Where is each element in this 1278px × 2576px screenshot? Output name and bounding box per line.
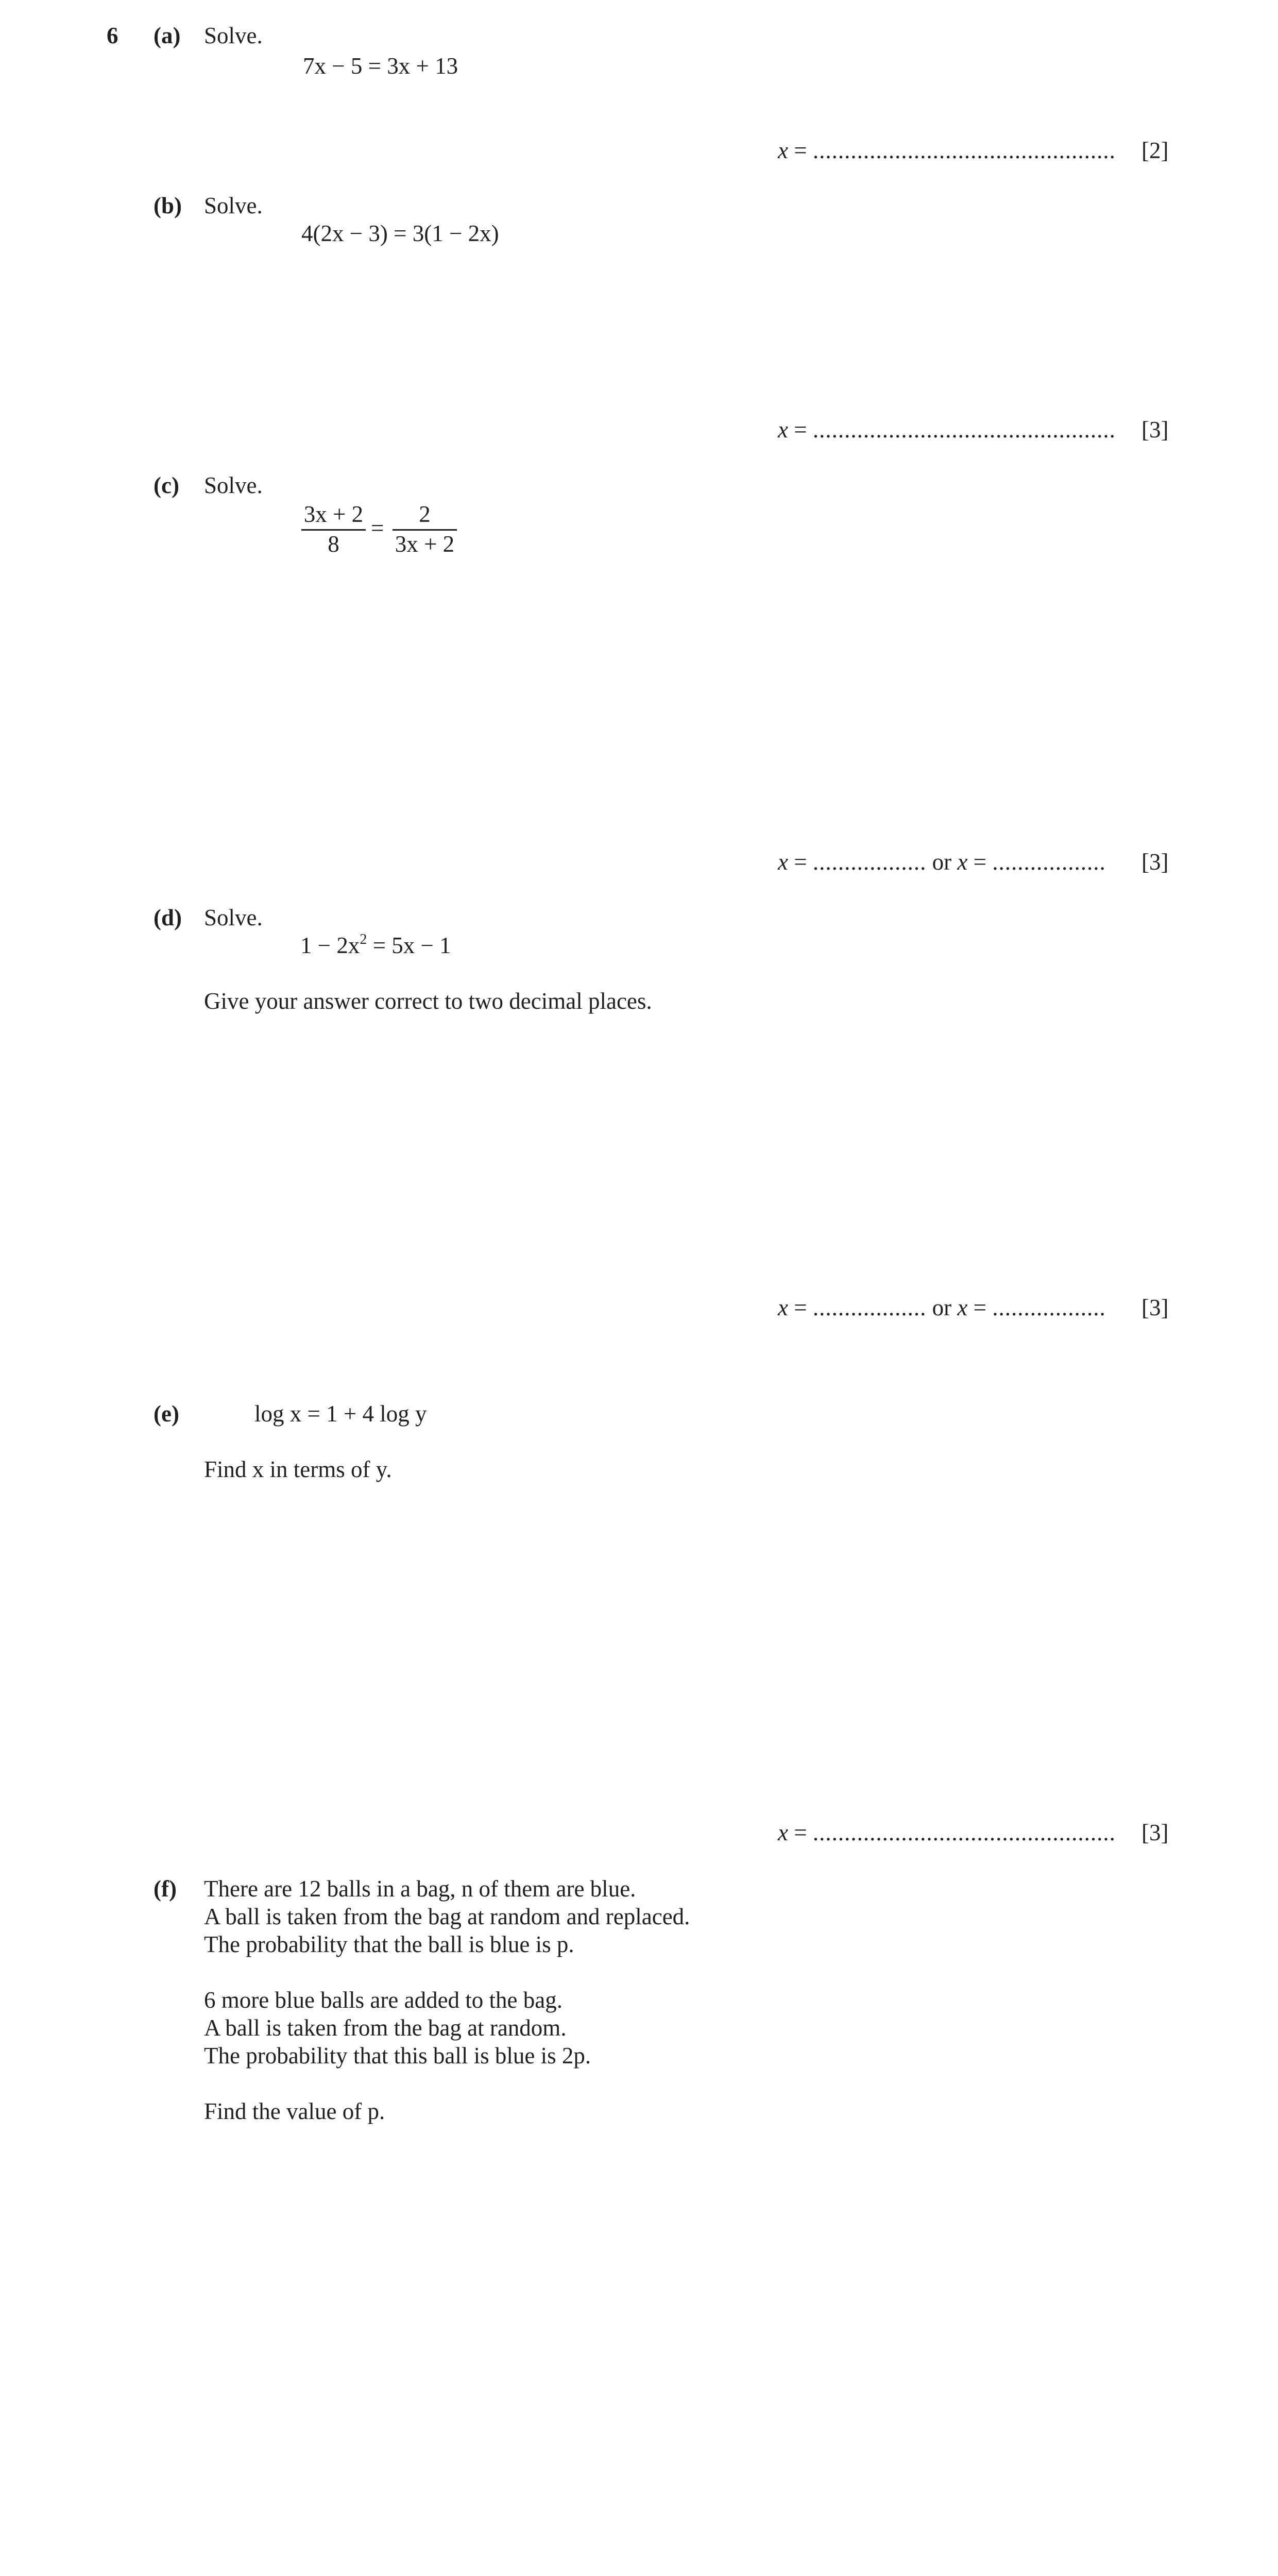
part-c-marks: [3] — [1141, 849, 1169, 875]
part-b-instruction: Solve. — [204, 193, 263, 218]
part-c-equals: = — [371, 515, 384, 541]
part-f-line-6: The probability that this ball is blue is 2p. — [204, 2043, 591, 2069]
part-b-equation: 4(2x − 3) = 3(1 − 2x) — [301, 221, 499, 246]
part-d-label: (d) — [154, 905, 182, 930]
fraction-numerator: 3x + 2 — [303, 501, 364, 527]
answer-equals: = — [794, 417, 807, 443]
part-d-marks: [3] — [1141, 1295, 1169, 1320]
answer-field-2[interactable]: .................. — [992, 1295, 1106, 1320]
answer-or: or — [932, 1295, 952, 1320]
part-d-answer-line — [778, 1296, 1106, 1319]
answer-equals-1: = — [794, 1295, 807, 1320]
answer-variable: x — [778, 138, 788, 163]
part-e-equation-right: 1 + 4 log y — [326, 1401, 427, 1427]
answer-equals-2: = — [973, 849, 986, 875]
answer-variable-1: x — [778, 849, 788, 875]
part-f-line-4: 6 more blue balls are added to the bag. — [204, 1987, 563, 2013]
part-e-equation — [254, 1402, 427, 1426]
part-f-line-7: Find the value of p. — [204, 2098, 385, 2124]
part-f-line-3: The probability that the ball is blue is p. — [204, 1931, 574, 1957]
part-c-instruction: Solve. — [204, 472, 263, 498]
part-d-equals: = — [372, 933, 386, 958]
part-e-label: (e) — [154, 1401, 179, 1427]
part-b-marks: [3] — [1141, 417, 1169, 443]
part-f-label: (f) — [154, 1876, 177, 1902]
part-f-line-1: There are 12 balls in a bag, n of them are blue. — [204, 1876, 636, 1902]
question-number: 6 — [107, 23, 118, 48]
answer-field[interactable]: ................................................ — [812, 417, 1116, 443]
part-d-equation-right: 5x − 1 — [391, 933, 451, 958]
part-a-equation-left: 7x − 5 — [303, 53, 363, 79]
part-e-instruction: Find x in terms of y. — [204, 1456, 392, 1482]
part-b-label: (b) — [154, 193, 182, 218]
part-a-equation: 7x − 5 = 3x + 13 — [303, 53, 458, 79]
answer-equals-1: = — [794, 849, 807, 875]
answer-variable: x — [778, 1820, 788, 1845]
part-d-equation — [300, 931, 451, 958]
exponent: 2 — [360, 931, 367, 947]
part-f-line-2: A ball is taken from the bag at random and replaced. — [204, 1904, 690, 1929]
answer-field-1[interactable]: .................. — [812, 849, 927, 875]
part-c-left-fraction — [301, 503, 366, 556]
part-a-marks: [2] — [1141, 138, 1169, 163]
part-d-equation-left: 1 − 2x — [300, 933, 360, 958]
part-c-label: (c) — [154, 472, 179, 498]
fraction-denominator: 3x + 2 — [395, 531, 455, 557]
part-f-line-5: A ball is taken from the bag at random. — [204, 2015, 567, 2041]
answer-equals: = — [794, 1820, 807, 1845]
answer-field-2[interactable]: .................. — [992, 849, 1106, 875]
part-e-equation-left: log x — [254, 1401, 302, 1427]
part-e-answer-line — [778, 1821, 1116, 1844]
part-c-right-fraction — [393, 503, 457, 556]
answer-equals-2: = — [973, 1295, 986, 1320]
answer-field[interactable]: ................................................ — [812, 138, 1116, 163]
fraction-denominator: 8 — [328, 531, 339, 557]
part-b-equation-right: 3(1 − 2x) — [412, 221, 499, 246]
part-a-equation-right: 3x + 13 — [387, 53, 458, 79]
part-c-answer-line — [778, 851, 1106, 874]
part-d-instruction: Solve. — [204, 905, 263, 930]
answer-field[interactable]: ................................................ — [812, 1820, 1116, 1845]
part-b-answer-line — [778, 418, 1116, 442]
answer-equals: = — [794, 138, 807, 163]
part-a-answer-line — [778, 139, 1116, 162]
part-e-marks: [3] — [1141, 1820, 1169, 1845]
answer-field-1[interactable]: .................. — [812, 1295, 927, 1320]
answer-variable-2: x — [957, 1295, 968, 1320]
answer-variable-1: x — [778, 1295, 788, 1320]
answer-variable-2: x — [957, 849, 968, 875]
answer-variable: x — [778, 417, 788, 443]
part-a-label: (a) — [154, 23, 181, 48]
part-d-note: Give your answer correct to two decimal places. — [204, 988, 652, 1014]
part-b-equation-left: 4(2x − 3) — [301, 221, 388, 246]
part-e-equals: = — [307, 1401, 320, 1427]
fraction-numerator: 2 — [419, 501, 431, 527]
part-a-instruction: Solve. — [204, 23, 263, 48]
answer-or: or — [932, 849, 952, 875]
